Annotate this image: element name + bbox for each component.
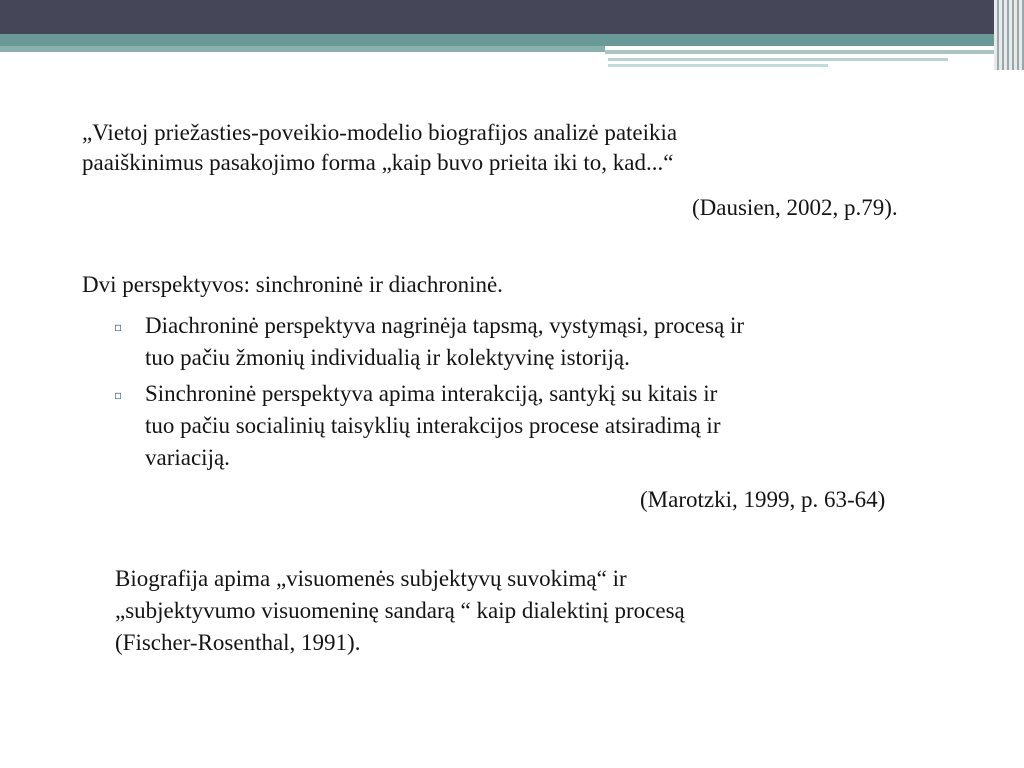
header-decor-line (608, 58, 948, 61)
biography-line: (Fischer-Rosenthal, 1991). (115, 630, 361, 655)
list-item-line: tuo pačiu žmonių individualią ir kolektyvinę istoriją. (145, 345, 630, 370)
header-stripes (994, 0, 1024, 70)
perspectives-citation: (Marotzki, 1999, p. 63-64) (640, 487, 886, 512)
list-item-line: Sinchroninė perspektyva apima interakciją, santykį su kitais ir (145, 381, 718, 406)
square-bullet-icon: ▫ (114, 388, 123, 402)
quote-line: paaiškinimus pasakojimo forma „kaip buvo prieita iki to, kad...“ (82, 150, 674, 175)
list-item-line: tuo pačiu socialinių taisyklių interakcijos procese atsiradimą ir (145, 413, 721, 438)
header-light-band (0, 46, 605, 52)
square-bullet-icon: ▫ (114, 320, 123, 334)
header-teal-band (0, 34, 1024, 46)
list-item (114, 310, 994, 374)
header-decor-line (605, 50, 995, 54)
biography-line: Biografija apima „visuomenės subjektyvų suvokimą“ ir (115, 566, 627, 591)
list-item-line: variaciją. (145, 445, 230, 470)
perspectives-title: Dvi perspektyvos: sinchroninė ir diachroninė. (82, 272, 503, 297)
biography-paragraph (115, 563, 685, 659)
header-dark-band (0, 0, 1024, 34)
perspectives-list (114, 310, 994, 478)
quote-citation: (Dausien, 2002, p.79). (692, 195, 898, 220)
quote-paragraph (82, 118, 902, 178)
quote-line: „Vietoj priežasties-poveikio-modelio biografijos analizė pateikia (82, 120, 678, 145)
biography-line: „subjektyvumo visuomeninę sandarą “ kaip dialektinį procesą (115, 598, 685, 623)
list-item-line: Diachroninė perspektyva nagrinėja tapsmą, vystymąsi, procesą ir (145, 313, 745, 338)
header-decor-line (608, 64, 828, 67)
list-item (114, 378, 994, 474)
